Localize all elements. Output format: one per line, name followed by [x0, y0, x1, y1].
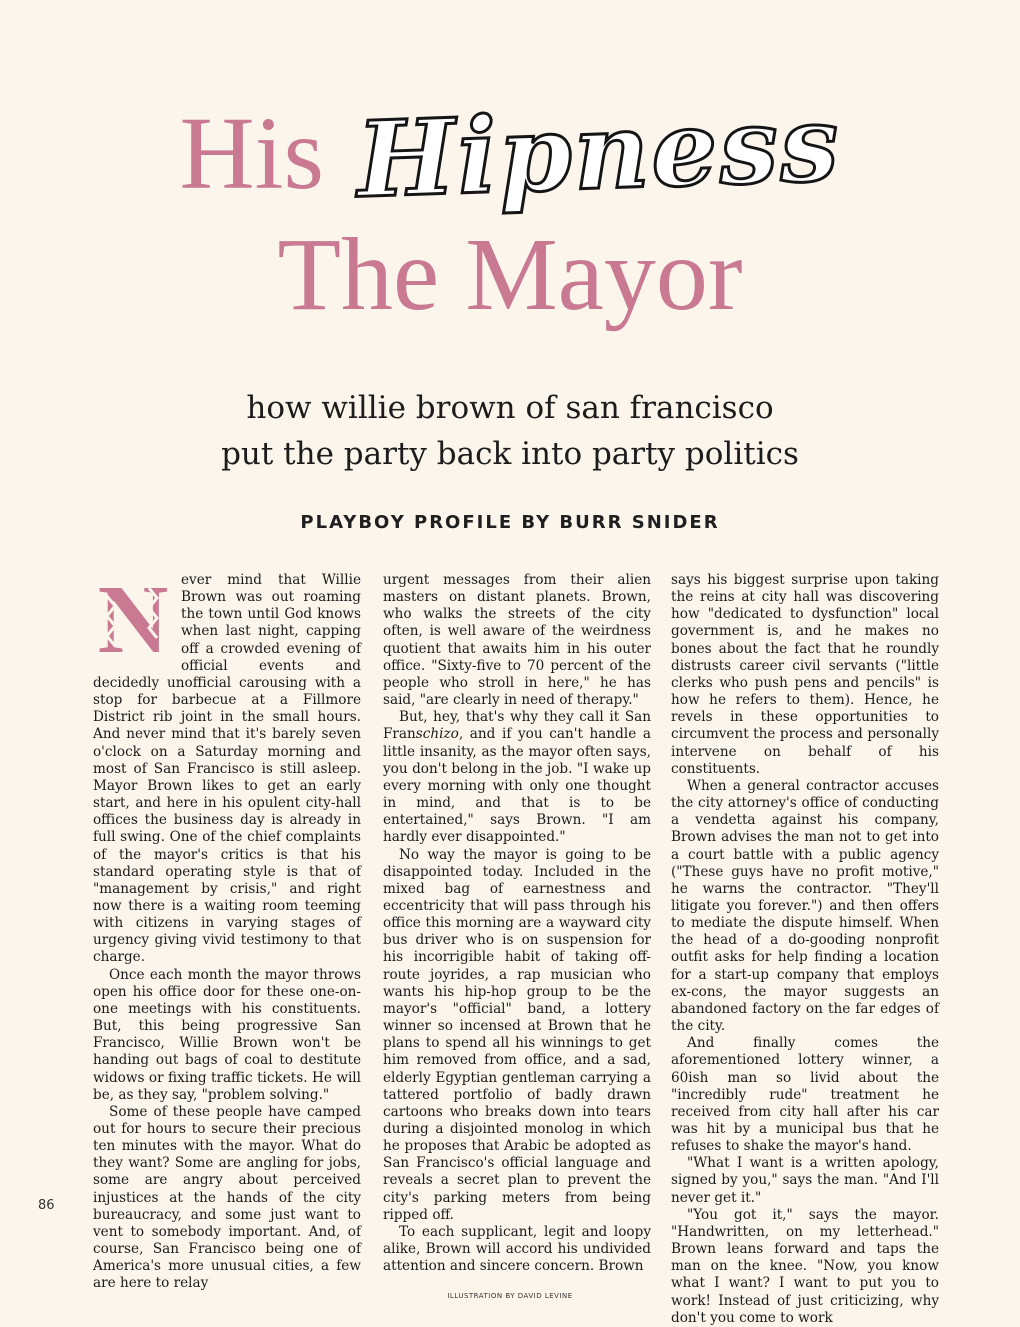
subtitle: [0, 385, 1020, 477]
drop-cap-letter: N: [97, 566, 169, 674]
paragraph-text: , and if you can't handle a little insanity, as the mayor often says, you don't belong in the job. "I wake up every morning with only one thought in mind, and that is to be entertained," says Brown. "I am hardly ever disappointed.": [383, 726, 651, 846]
headline-word-his: His: [179, 96, 325, 211]
illustration-credit: ILLUSTRATION BY DAVID LEVINE: [447, 1292, 573, 1300]
paragraph: Once each month the mayor throws open his office door for these one-on-one meetings with his constituents. But, this being progressive San Francisco, Willie Brown won't be handing out bags of coal to destitute widows or fixing traffic tickets. He will be, as they say, "problem solving.": [93, 966, 361, 1103]
paragraph: When a general contractor accuses the city attorney's office of conducting a vendetta against his company, Brown advises the man not to get into a court battle with a public agency ("These guys have no profit motive," he warns the contractor. "They'll litigate you forever.") and then offers to mediate the dispute himself. When the head of a do-gooding nonprofit outfit asks for help finding a location for a start-up company that employs ex-cons, the mayor suggests an abandoned factory on the far edges of the city.: [671, 777, 939, 1035]
paragraph: urgent messages from their alien masters on distant planets. Brown, who walks the streets of the city often, is well aware of the weirdness quotient that awaits him in his outer office. "Sixty-five to 70 percent of the people who stroll in here," he has said, "are clearly in need of therapy.": [383, 572, 651, 709]
article-column-3: [671, 572, 939, 1326]
paragraph: Some of these people have camped out for hours to secure their precious ten minutes with the mayor. What do they want? Some are angling for jobs, some are angry about perceived injustices at the hands of the city bureaucracy, and some just want to vent to somebody important. And, of course, San Francisco being one of America's more unusual cities, a few are here to relay: [93, 1103, 361, 1292]
paragraph: ever mind that Willie Brown was out roaming the town until God knows when last night, capping off a crowded evening of official events and decidedly unofficial carousing with a stop for barbecue at a Fillmore District rib joint in the small hours. And never mind that it's barely seven o'clock on a Saturday morning and most of San Francisco is still asleep. Mayor Brown likes to get an early start, and here in his opulent city-hall offices the business day is already in full swing. One of the chief complaints of the mayor's critics is that his standard operating style is that of "management by crisis," and right now there is a waiting room teeming with citizens in varying stages of urgency giving vivid testimony to that charge.: [93, 572, 361, 966]
drop-cap-glyph: [93, 566, 173, 674]
paragraph: says his biggest surprise upon taking the reins at city hall was discovering how "dedicated to dysfunction" local government is, and he makes no bones about the fact that he roundly distrusts career civil servants ("little clerks who push pens and pencils" is how he refers to them). Hence, he revels in these opportunities to circumvent the process and personally intervene on behalf of his constituents.: [671, 572, 939, 777]
subtitle-line-2: put the party back into party politics: [221, 436, 799, 472]
subtitle-line-1: how willie brown of san francisco: [246, 390, 774, 426]
paragraph: "What I want is a written apology, signed by you," says the man. "And I'll never get it.": [671, 1155, 939, 1206]
paragraph: [383, 709, 651, 846]
drop-cap-n: [93, 566, 173, 674]
article-column-2: [383, 572, 651, 1275]
paragraph-emphasis: schizo: [415, 726, 459, 743]
byline: PLAYBOY PROFILE BY BURR SNIDER: [300, 512, 720, 533]
paragraph: "You got it," says the mayor. "Handwritten, on my letterhead." Brown leans forward and taps the man on the knee. "Now, you know what I want? I want to put you to work! Instead of just criticizing, why don't you come to work: [671, 1206, 939, 1326]
article-column-1: [93, 566, 361, 1292]
headline-word-hipness: Hipness: [355, 81, 843, 222]
paragraph-text: But, hey, that's why they call it San Fran: [383, 709, 651, 743]
paragraph: And finally comes the aforementioned lottery winner, a 60ish man so livid about the "incredibly rude" treatment he received from city hall after his car was hit by a municipal bus that he refuses to shake the mayor's hand.: [671, 1035, 939, 1155]
headline-line-1: [0, 81, 1020, 222]
page-number: 86: [38, 1198, 55, 1213]
paragraph: To each supplicant, legit and loopy alike, Brown will accord his undivided attention and sincere concern. Brown: [383, 1223, 651, 1275]
headline-line-2: The Mayor: [277, 217, 743, 332]
paragraph: No way the mayor is going to be disappointed today. Included in the mixed bag of earnestness and eccentricity that will pass through his office this morning are a wayward city bus driver who is on suspension for his incorrigible habit of taking off-route joyrides, a rap musician who wants his hip-hop group to be the mayor's "official" band, a lottery winner so incensed at Brown that he plans to spend all his winnings to get him removed from office, and a sad, elderly Egyptian gentleman carrying a tattered portfolio of badly drawn cartoons who breaks down into tears during a disjointed monolog in which he proposes that Arabic be adopted as San Francisco's official language and reveals a secret plan to prevent the city's parking meters from being ripped off.: [383, 846, 651, 1223]
